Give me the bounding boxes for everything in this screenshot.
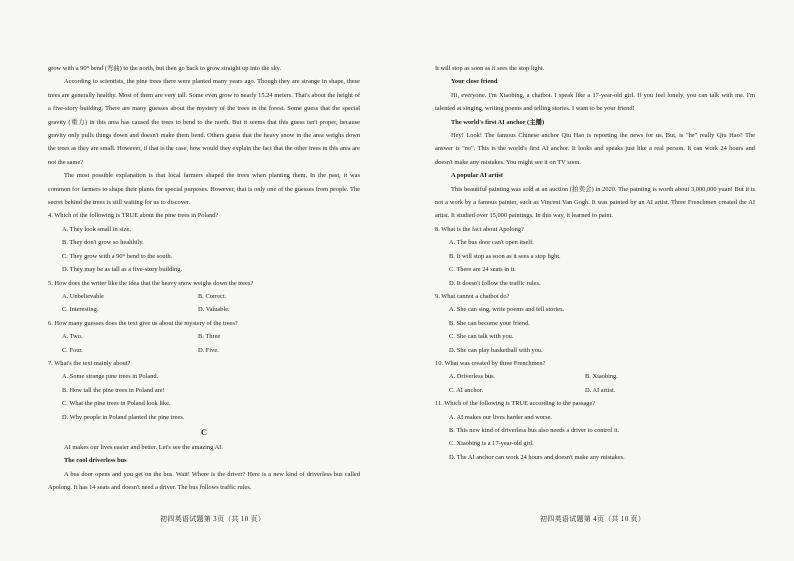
bus-paragraph: A bus door opens and you get on the bus. Wait! Where is the driver? Here is a new kind of driverless bus called Apolong. It has 14 seats and doesn't need a driver. The bus follows traffic rules. xyxy=(48,470,360,492)
option: C. There are 24 seats in it. xyxy=(449,266,516,274)
option: D. They may be as tall as a five-story building. xyxy=(62,266,183,274)
page-footer: 初四英语试题第 3页（共 10 页） xyxy=(160,515,266,523)
option: A. She can sing, write poems and tell stories. xyxy=(449,306,565,314)
passage-line: grow with a 90° bend (弯曲) to the north, but then go back to grow straight up into the sky. xyxy=(48,65,282,72)
option: D. Five. xyxy=(198,346,219,354)
section-heading: C xyxy=(200,426,208,437)
option: B. Three xyxy=(198,333,221,341)
artist-paragraph: This beautiful painting was sold at an auction (拍卖会) in 2020. The painting is worth about 3,000,000 yuan! But it is not a work by a famous painter, such as Vincent Van Gogh. It was painted by an AI artist. Three Frenchmen created the AI artist. It studied over 15,000 paintings. In this way, it learned to paint. xyxy=(435,185,755,220)
option: B. She can become your friend. xyxy=(449,319,530,327)
passage-line: It will stop as soon as it sees the stop light. xyxy=(435,65,545,72)
friend-paragraph: Hi, everyone. I'm Xiaobing, a chatbot. I speak like a 17-year-old girl. If you feel lonely, you can talk with me. I'm talented at singing, writing poems and telling stories. I want to be your friend! xyxy=(435,91,755,113)
question-5: 5. How does the writer like the idea that the heavy snow weighs down the trees? xyxy=(48,279,254,287)
option-row xyxy=(435,384,755,397)
right-page xyxy=(397,0,794,561)
option: A. Unbelievable xyxy=(62,292,104,300)
right-column xyxy=(435,62,755,464)
option-row xyxy=(435,370,755,383)
option-row xyxy=(48,344,360,357)
option: A. AI makes our lives harder and worse. xyxy=(449,413,553,421)
option: C. She can talk with you. xyxy=(449,333,514,341)
option: A. Two. xyxy=(62,333,83,341)
question-9: 9. What cannot a chatbot do? xyxy=(435,292,510,300)
option: B. It will stop as soon as it sees a stop light. xyxy=(449,252,561,260)
option: D. AI artist. xyxy=(585,386,616,394)
option: C. What the pine trees in Poland look like. xyxy=(62,400,171,408)
subheading-artist: A popular AI artist xyxy=(451,172,503,180)
page-footer: 初四英语试题第 4页（共 10 页） xyxy=(540,515,646,523)
option: C. They grow with a 90° bend to the south. xyxy=(62,252,173,260)
intro-text: AI makes our lives easier and better. Let's see the amazing AI. xyxy=(64,443,223,451)
option: C. Interesting. xyxy=(62,306,99,314)
question-7: 7. What's the text mainly about? xyxy=(48,359,131,367)
option-row xyxy=(48,330,360,343)
option: B. This new kind of driverless bus also needs a driver to control it. xyxy=(449,426,620,434)
option-row xyxy=(48,290,360,303)
option: C. AI anchor. xyxy=(449,386,484,394)
option-row xyxy=(48,303,360,316)
question-10: 10. What was created by three Frenchmen? xyxy=(435,359,546,367)
question-11: 11. Which of the following is TRUE according to the passage? xyxy=(435,400,596,408)
passage-paragraph: According to scientists, the pine trees there were planted many years ago. Though they are strange in shape, these trees are generally healthy. Most of them are very tall. Some even grow to nearly 15.24 meters. That's about the height of a five-story building. There are many guesses about the mystery of the trees in the forest. Some guess that the special gravity (重力) in this area has caused the trees to bend to the north. But it seems that this guess isn't proper, because gravity only pulls things down and doesn't make them bend. Others guess that the heavy snow in the area weighs down the trees as they are small. However, if that is the case, how would they explain the fact that the other trees in this area are not the same? xyxy=(48,78,360,166)
question-6: 6. How many guesses does the text give us about the mystery of the trees? xyxy=(48,319,238,327)
anchor-paragraph: Hey! Look! The famous Chinese anchor Qiu Hao is reporting the news for us. But, is "he" really Qiu Hao? The answer is "no". This is the world's first AI anchor. It looks and speaks just like a real person. It can work 24 hours and doesn't make any mistakes. You might see it on TV soon. xyxy=(435,132,755,166)
option: D. It doesn't follow the traffic rules. xyxy=(449,279,541,287)
option: D. Why people in Poland planted the pine trees. xyxy=(62,413,185,421)
option: B. How tall the pine trees in Poland are! xyxy=(62,386,165,394)
option: C. Four. xyxy=(62,346,83,354)
subheading-bus: The cool driverless bus xyxy=(64,457,127,465)
option: A. The bus door can't open itself. xyxy=(449,239,534,247)
option: B. Xiaobing. xyxy=(585,373,618,381)
question-4: 4. Which of the following is TRUE about the pine trees in Poland? xyxy=(48,212,219,220)
option: D. She can play basketball with you. xyxy=(449,346,543,354)
left-column xyxy=(48,62,360,495)
option: A. Some strange pine trees in Poland. xyxy=(62,373,159,381)
option: D. The AI anchor can work 24 hours and doesn't make any mistakes. xyxy=(449,453,625,461)
subheading-friend: Your close friend xyxy=(451,78,498,86)
question-8: 8. What is the fact about Apolong? xyxy=(435,225,524,233)
option: B. They don't grow so healthily. xyxy=(62,239,144,247)
option: B. Correct. xyxy=(198,292,227,300)
option: D. Valuable. xyxy=(198,306,230,314)
passage-paragraph: The most possible explanation is that local farmers shaped the trees when planting them. In the past, it was common for farmers to shape their plants for special purposes. However, that is only one of the guesses from people. The secret behind the trees is still waiting for us to discover. xyxy=(48,172,360,207)
option: A. They look small in size. xyxy=(62,225,131,233)
option: A. Driverless bus. xyxy=(449,373,496,381)
subheading-anchor: The world's first AI anchor (主播) xyxy=(451,118,545,126)
option: C. Xiaobing is a 17-year-old girl. xyxy=(449,440,534,448)
